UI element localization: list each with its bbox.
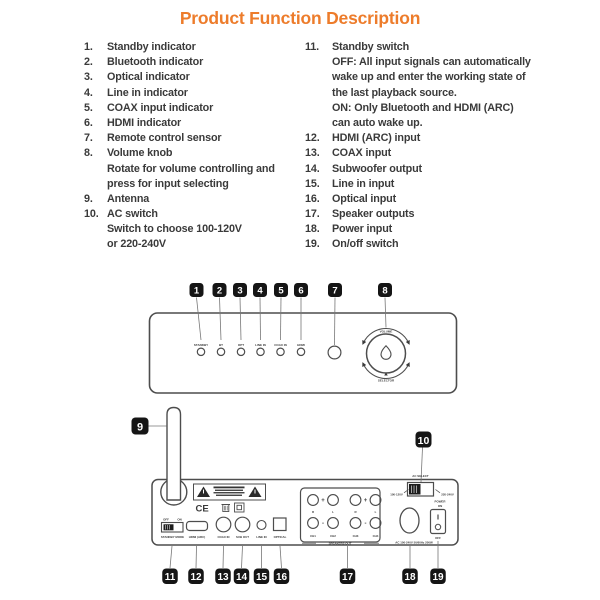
svg-text:3: 3 (237, 285, 243, 297)
svg-text:8: 8 (382, 285, 388, 297)
list-text: Standby indicator (107, 41, 196, 53)
optical-label: OPTICAL (273, 535, 287, 539)
callout-1 (190, 283, 204, 297)
list-item-cont (84, 237, 309, 252)
rear-callout-badges (162, 569, 446, 585)
list-number: 8. (84, 147, 93, 160)
list-item (84, 146, 309, 161)
list-text: Bluetooth indicator (107, 56, 204, 69)
svg-text:5: 5 (278, 285, 284, 297)
list-text: Remote control sensor (107, 132, 222, 145)
list-text: Standby switch (332, 41, 410, 53)
list-item (305, 40, 555, 55)
voltage-left-label: 100-120V (390, 492, 403, 497)
led-label-hdmi: HDMI (297, 342, 305, 347)
list-text: the last playback source. (332, 86, 457, 99)
list-text: Optical input (332, 192, 397, 205)
list-item (84, 101, 309, 116)
list-item (305, 177, 555, 192)
list-text: can auto wake up. (332, 116, 423, 129)
led-label-coax: COAX IN (274, 342, 287, 347)
list-item (84, 70, 309, 85)
callout-12 (188, 569, 204, 585)
channel-label: CH1 (310, 533, 316, 538)
list-item-cont (84, 177, 309, 192)
list-text: Optical indicator (107, 71, 190, 84)
front-panel-diagram (150, 283, 457, 393)
list-number: 10. (84, 208, 99, 221)
list-number: 9. (84, 192, 93, 205)
antenna (167, 408, 181, 501)
device-diagrams (0, 270, 600, 600)
list-number: 3. (84, 71, 93, 84)
list-text: COAX input indicator (107, 101, 214, 114)
callout-19 (430, 569, 446, 585)
list-item (84, 116, 309, 131)
on-label: ON (177, 517, 182, 522)
callout-3 (233, 283, 247, 297)
list-number: 1. (84, 41, 93, 53)
list-text: On/off switch (332, 238, 399, 251)
list-number: 5. (84, 101, 93, 114)
power-label: POWER (434, 499, 446, 504)
list-text: Rotate for volume controlling and (107, 162, 275, 175)
list-item (305, 192, 555, 207)
standby-mode-label: STANDBY MODE (160, 535, 185, 539)
list-number: 14. (305, 162, 320, 175)
list-number: 11. (305, 41, 319, 53)
list-text: or 220-240V (107, 238, 166, 251)
svg-text:11: 11 (164, 572, 176, 583)
minus-sign: - (364, 521, 367, 528)
list-number: 15. (305, 177, 320, 190)
callout-18 (402, 569, 418, 585)
list-text: Subwoofer output (332, 162, 422, 175)
list-item (305, 146, 555, 161)
channel-side: L (374, 509, 377, 514)
selector-label: SELECTOR (377, 378, 395, 383)
coax-label: COAX IN (217, 535, 230, 539)
list-item (84, 192, 309, 207)
list-text: AC switch (107, 208, 158, 221)
minus-sign: - (322, 521, 324, 528)
off-label: OFF (163, 517, 169, 522)
power-rating: AC 100-240V 50/60Hz 200W (395, 540, 433, 545)
list-item (305, 162, 555, 177)
svg-text:10: 10 (417, 434, 430, 447)
callout-5 (274, 283, 288, 297)
sub-label: SUB OUT (235, 535, 250, 539)
channel-side: R (354, 509, 357, 514)
switch-knob (409, 484, 421, 495)
voltage-right-label: 220-240V (441, 492, 454, 497)
list-number: 17. (305, 208, 320, 221)
knob-circle (367, 334, 406, 373)
callout-2 (213, 283, 227, 297)
list-number: 16. (305, 192, 320, 205)
list-text: Volume knob (107, 147, 173, 160)
callout-16 (274, 569, 290, 585)
list-text: HDMI (ARC) input (332, 132, 421, 145)
channel-label: CH3 (352, 533, 359, 538)
list-item (84, 55, 309, 70)
channel-side: L (332, 509, 334, 514)
channel-side: R (311, 509, 315, 514)
power-on-label: ON (437, 503, 443, 508)
list-number: 12. (305, 132, 320, 145)
callout-17 (340, 569, 356, 585)
svg-text:12: 12 (190, 572, 202, 583)
list-item-cont (84, 222, 309, 237)
led-label-bt: BT (219, 342, 223, 347)
list-number: 18. (305, 223, 320, 236)
list-item (84, 207, 309, 222)
callout-11 (162, 569, 178, 585)
svg-text:14: 14 (235, 572, 248, 583)
callout-10 (416, 432, 432, 448)
list-text: COAX input (332, 147, 392, 160)
svg-text:13: 13 (217, 572, 229, 583)
led-label-standby: STANDBY (193, 342, 209, 347)
svg-text:15: 15 (255, 572, 268, 583)
function-list-right (305, 40, 555, 253)
channel-label: CH4 (372, 533, 379, 538)
function-list-left (84, 40, 309, 253)
callout-13 (215, 569, 231, 585)
svg-text:4: 4 (257, 285, 263, 297)
line-label: LINE IN (256, 535, 267, 539)
callout-9 (132, 418, 149, 435)
list-item (305, 207, 555, 222)
list-text: Line in input (332, 177, 395, 190)
list-item-cont (305, 55, 555, 70)
list-text: OFF: All input signals can automatically (332, 56, 531, 69)
callout-15 (254, 569, 270, 585)
speakers-out-label: SPEAKERS OUT (328, 541, 352, 546)
plus-sign: + (363, 498, 368, 505)
svg-text:19: 19 (432, 572, 444, 583)
svg-text:1: 1 (193, 285, 200, 297)
list-number: 7. (84, 132, 93, 145)
svg-text:7: 7 (332, 285, 338, 297)
front-callout-badges (190, 283, 393, 297)
page-title: Product Function Description (179, 8, 421, 28)
list-number: 2. (84, 56, 93, 69)
list-text: Speaker outputs (332, 208, 415, 221)
list-item-cont (305, 101, 555, 116)
list-item (84, 131, 309, 146)
svg-text:16: 16 (275, 572, 288, 583)
list-item (84, 86, 309, 101)
list-item (305, 131, 555, 146)
switch-knob (164, 524, 174, 530)
front-panel (150, 313, 457, 393)
list-item-cont (305, 86, 555, 101)
callout-7 (328, 283, 342, 297)
channel-label: CH2 (330, 533, 336, 538)
svg-text:18: 18 (404, 572, 416, 583)
callout-8 (378, 283, 392, 297)
list-text: Antenna (107, 192, 150, 205)
list-item-cont (305, 116, 555, 131)
svg-text:9: 9 (136, 421, 144, 434)
callout-14 (234, 569, 250, 585)
callout-4 (253, 283, 267, 297)
list-text: Line in indicator (107, 86, 188, 99)
svg-text:2: 2 (216, 285, 223, 297)
ce-mark: CE (195, 503, 209, 515)
list-item-cont (305, 70, 555, 85)
list-number: 6. (84, 116, 93, 129)
rear-panel-diagram (132, 408, 459, 585)
list-item-cont (84, 162, 309, 177)
hdmi-label: HDMI (ARC) (188, 535, 206, 539)
list-item (305, 222, 555, 237)
ac-select-label: AC SELECT (412, 474, 429, 478)
list-item (305, 237, 555, 252)
list-text: press for input selecting (107, 177, 229, 190)
list-text: Power input (332, 223, 393, 236)
svg-text:17: 17 (341, 572, 354, 583)
callout-6 (294, 283, 308, 297)
volume-label: VOLUME (379, 329, 393, 334)
list-text: HDMI indicator (107, 116, 182, 129)
led-label-opt: OPT (237, 342, 245, 347)
list-number: 13. (305, 147, 320, 160)
list-number: 4. (84, 86, 93, 99)
plus-sign: + (321, 498, 325, 505)
power-off-label: OFF (435, 535, 441, 540)
list-text: ON: Only Bluetooth and HDMI (ARC) (332, 101, 514, 114)
led-label-linein: LINE IN (255, 342, 266, 347)
list-item (84, 40, 309, 55)
svg-text:6: 6 (298, 285, 304, 297)
list-text: Switch to choose 100-120V (107, 223, 242, 236)
list-number: 19. (305, 238, 320, 251)
list-text: wake up and enter the working state of (332, 71, 526, 84)
